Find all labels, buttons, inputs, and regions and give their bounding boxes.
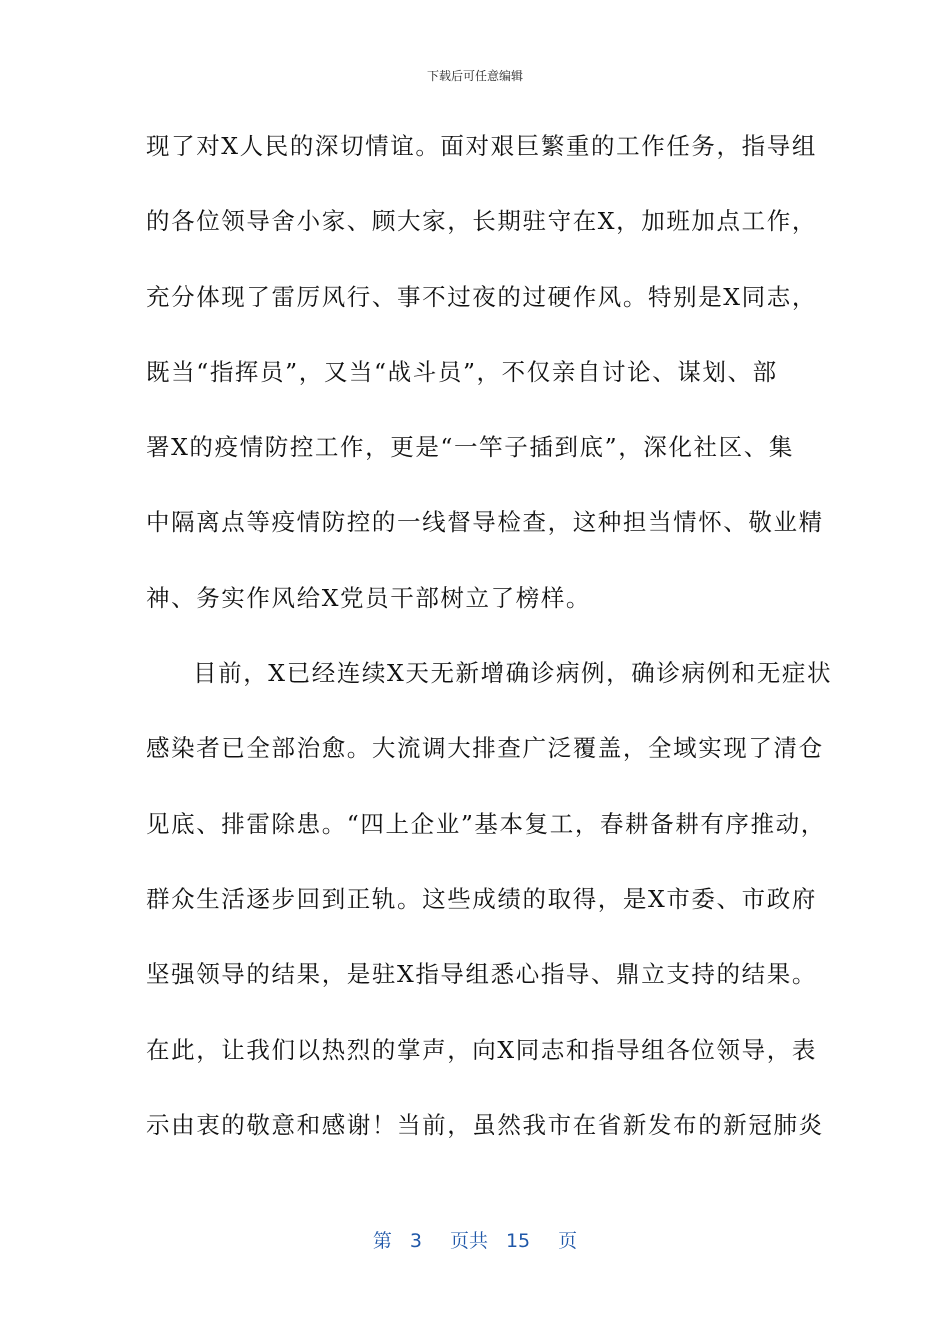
body-line: 中隔离点等疫情防控的一线督导检查，这种担当情怀、敬业精 [146, 508, 824, 537]
body-line: 神、务实作风给X党员干部树立了榜样。 [146, 583, 592, 612]
body-line: 坚强领导的结果，是驻X指导组悉心指导、鼎立支持的结果。 [146, 960, 817, 989]
header-note: 下载后可任意编辑 [426, 69, 523, 83]
total-pages-number: 15 [505, 1230, 531, 1252]
body-line: 充分体现了雷厉风行、事不过夜的过硬作风。特别是X同志， [146, 282, 817, 311]
document-body [146, 128, 833, 1182]
body-line: 既当“指挥员”，又当“战斗员”，不仅亲自讨论、谋划、部 [146, 357, 778, 386]
current-page-number: 3 [409, 1230, 422, 1252]
body-line: 现了对X人民的深切情谊。面对艰巨繁重的工作任务，指导组 [146, 132, 817, 160]
body-line: 感染者已全部治愈。大流调大排查广泛覆盖，全域实现了清仓 [146, 734, 824, 763]
body-line: 示由衷的敬意和感谢！当前，虽然我市在省新发布的新冠肺炎 [146, 1110, 824, 1139]
footer-prefix: 第 [372, 1230, 392, 1252]
body-line: 在此，让我们以热烈的掌声，向X同志和指导组各位领导，表 [146, 1035, 817, 1064]
body-line: 群众生活逐步回到正轨。这些成绩的取得，是X市委、市政府 [146, 884, 817, 913]
footer-middle: 页共 [449, 1230, 488, 1252]
body-line-paragraph-start: 目前，X已经连续X天无新增确诊病例，确诊病例和无症状 [193, 659, 833, 688]
page-footer [0, 1226, 950, 1253]
body-line: 署X的疫情防控工作，更是“一竿子插到底”，深化社区、集 [146, 433, 794, 462]
body-line: 见底、排雷除患。“四上企业”基本复工，春耕备耕有序推动， [146, 809, 826, 838]
footer-suffix: 页 [558, 1230, 578, 1252]
body-line: 的各位领导舍小家、顾大家，长期驻守在X，加班加点工作， [146, 207, 817, 236]
